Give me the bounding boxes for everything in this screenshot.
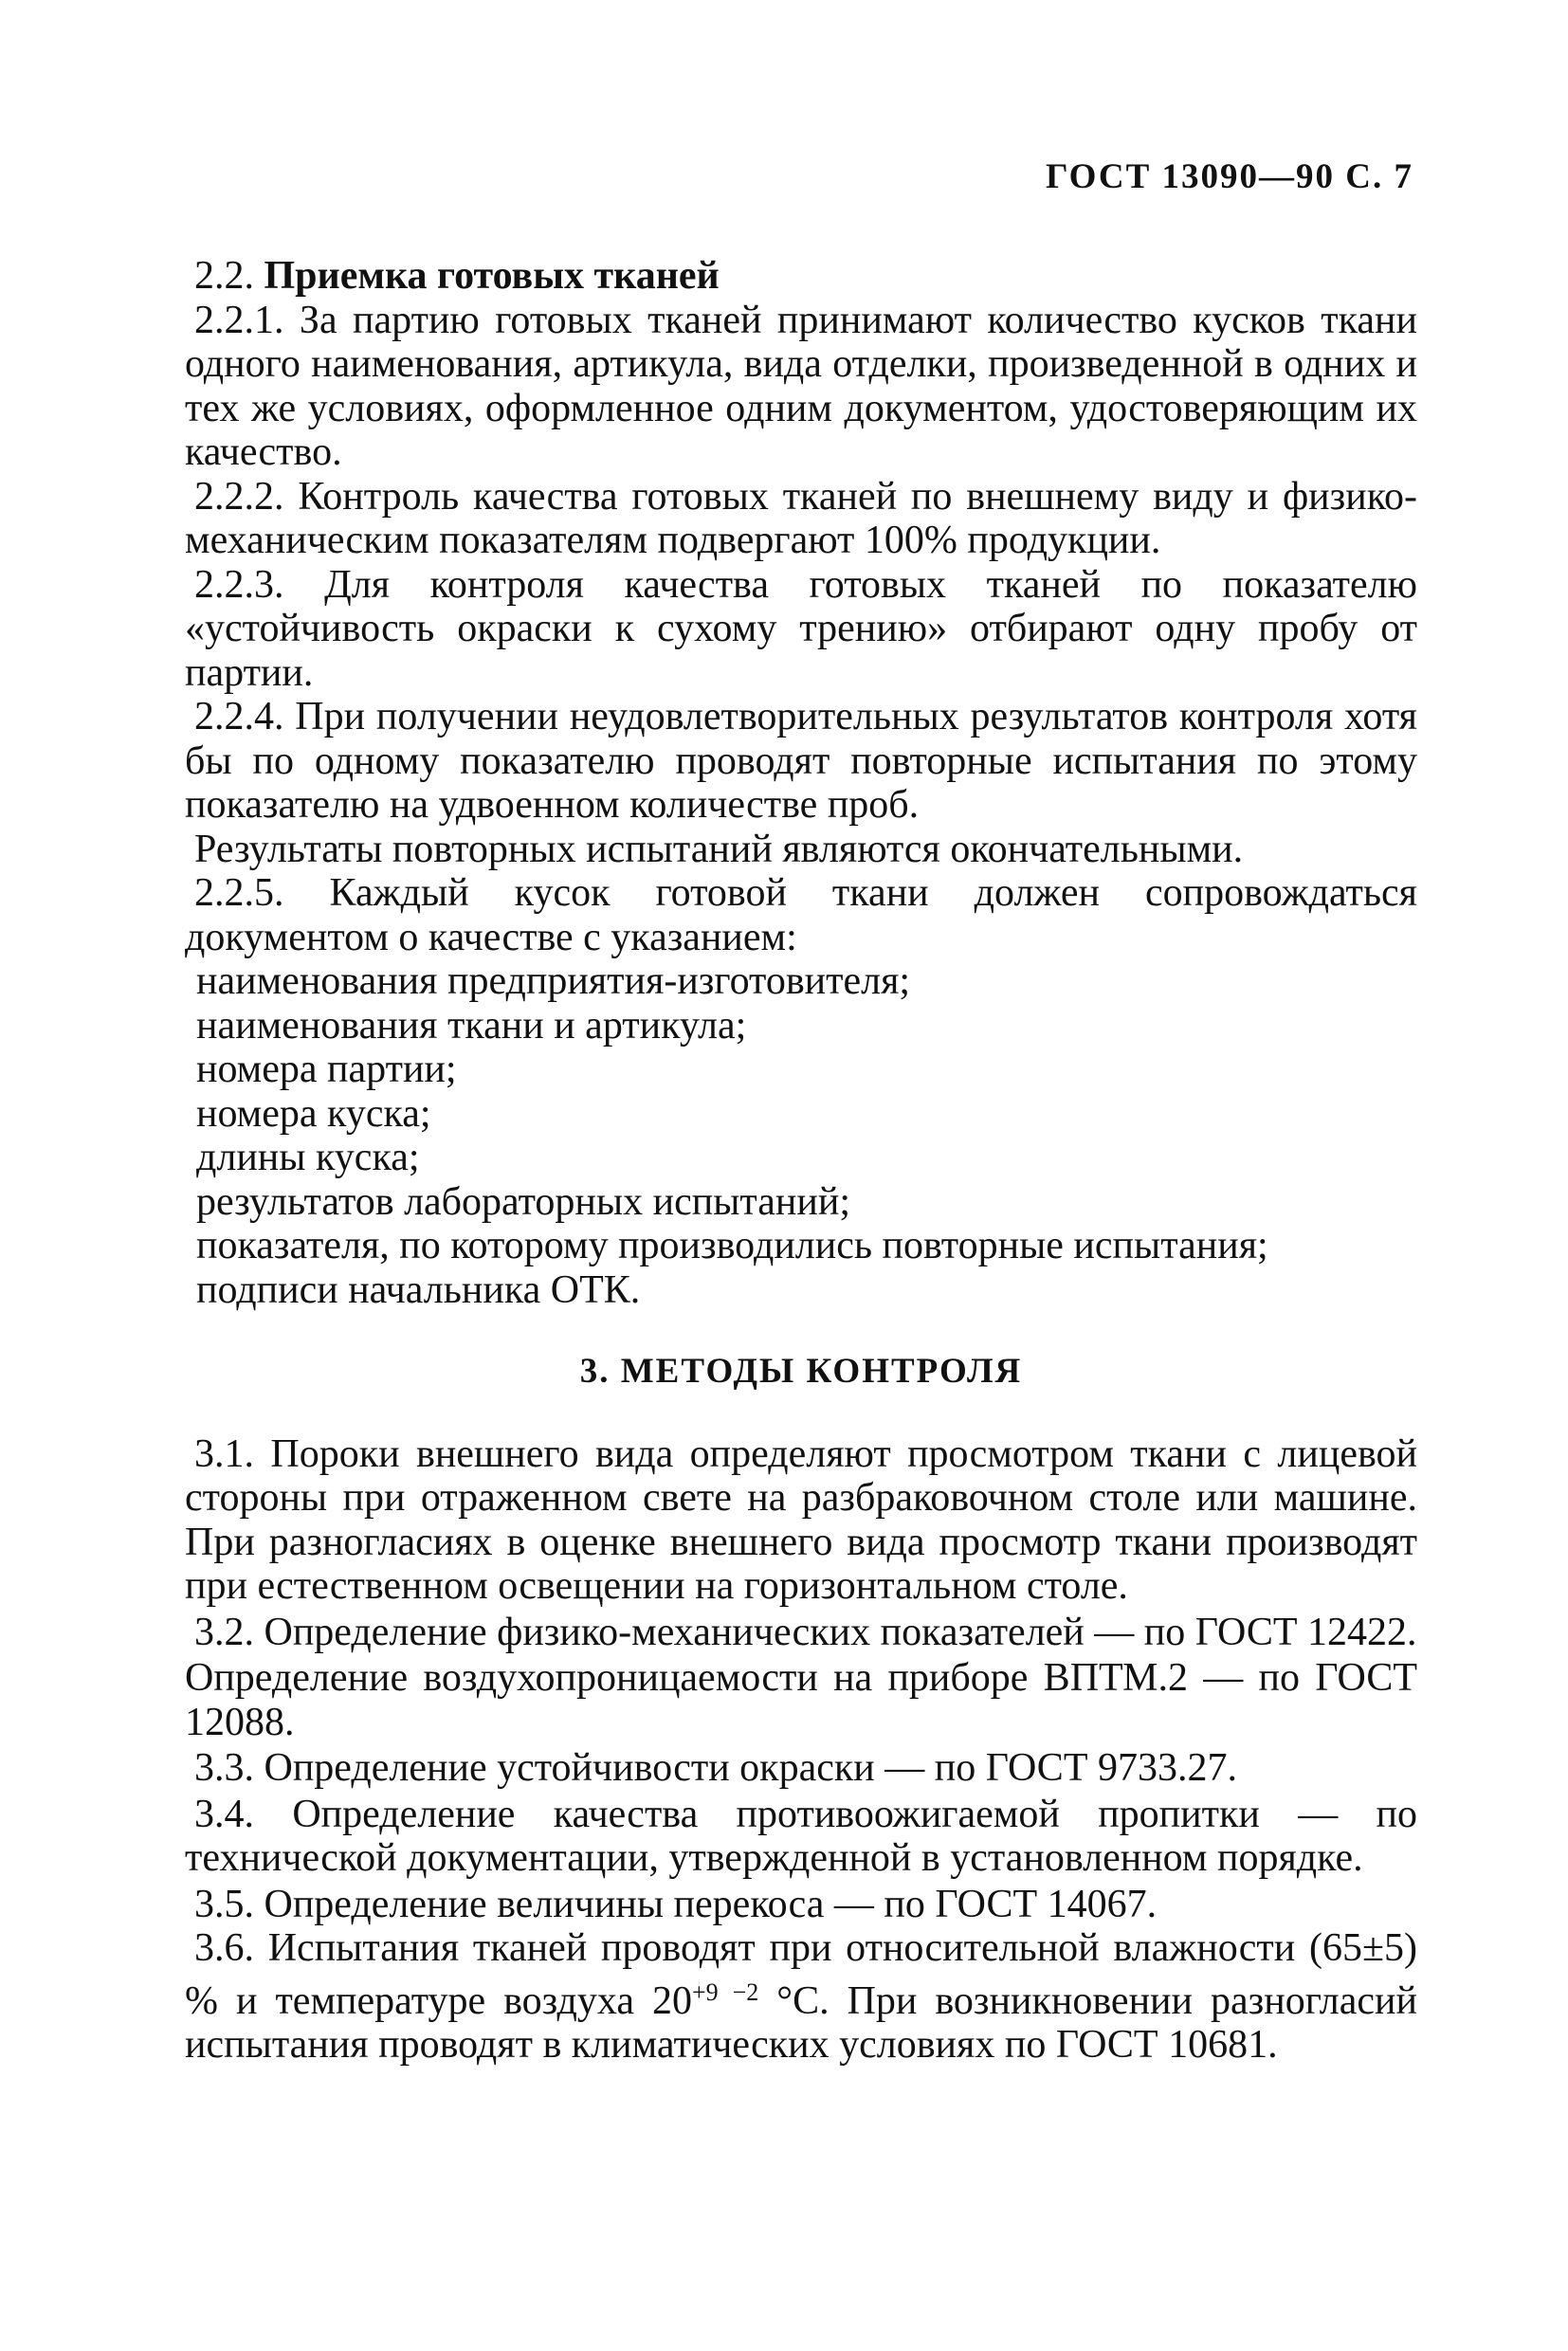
paragraph-3-6 <box>185 1926 1417 2068</box>
paragraph-2-2-4: 2.2.4. При получении неудовлетворительных результатов контроля хотя бы по одному показателю проводят повторные испытания по этому показателю на удвоенном количестве проб. <box>185 695 1417 827</box>
heading-text: Приемка готовых тканей <box>264 254 720 298</box>
section-title: 3. МЕТОДЫ КОНТРОЛЯ <box>579 1352 1023 1391</box>
list-item: результатов лабораторных испытаний; <box>196 1179 851 1224</box>
page-header: ГОСТ 13090—90 С. 7 <box>1046 157 1413 196</box>
document-requirements-list <box>185 959 1417 1312</box>
paragraph-3-3: 3.3. Определение устойчивости окраски — по ГОСТ 9733.27. <box>194 1746 1237 1790</box>
list-item: показателя, по которому производились повторные испытания; <box>196 1224 1268 1267</box>
paragraph-2-2-1: 2.2.1. За партию готовых тканей принимают количество кусков ткани одного наименования, артикула, вида отделки, произведенной в одних и тех же условиях, оформленное одним документом, удостоверяющим их качество. <box>185 298 1417 474</box>
list-item: наименования предприятия-изготовителя; <box>196 959 911 1003</box>
list-item: номера партии; <box>196 1048 457 1091</box>
paragraph-2-2-4-result: Результаты повторных испытаний являются окончательными. <box>194 827 1244 871</box>
list-item: длины куска; <box>196 1136 420 1179</box>
paragraph-2-2-2: 2.2.2. Контроль качества готовых тканей по внешнему виду и физико-механическим показателям подвергают 100% продукции. <box>185 474 1417 562</box>
paragraph-2-2-3: 2.2.3. Для контроля качества готовых тканей по показателю «устойчивость окраски к сухому трению» отбирают одну пробу от партии. <box>185 562 1417 695</box>
paragraph-3-6-start: 3.6. Испытания тканей проводят при относительной влажности (65±5) % и температуре воздуха 20 <box>185 1926 1417 2023</box>
paragraph-3-4: 3.4. Определение качества противоожигаемой пропитки — по технической документации, утвержденной в установленном порядке. <box>185 1792 1417 1880</box>
paragraph-3-2: 3.2. Определение физико-механических показателей — по ГОСТ 12422. <box>194 1610 1417 1654</box>
heading-number: 2.2. <box>194 254 254 298</box>
paragraph-3-5: 3.5. Определение величины перекоса — по ГОСТ 14067. <box>194 1882 1158 1926</box>
paragraph-3-6-end: °С. При возникновении разногласий испытания проводят в климатических условиях по ГОСТ 10681. <box>185 1978 1417 2067</box>
paragraph-2-2-5: 2.2.5. Каждый кусок готовой ткани должен сопровождаться документом о качестве с указанием: <box>185 871 1417 959</box>
document-body <box>185 254 1417 2068</box>
paragraph-3-1: 3.1. Пороки внешнего вида определяют просмотром ткани с лицевой стороны при отраженном свете на разбраковочном столе или машине. При разногласиях в оценке внешнего вида просмотр ткани производят при естественном освещении на горизонтальном столе. <box>185 1431 1417 1608</box>
paragraph-3-2-air: Определение воздухопроницаемости на приборе ВПТМ.2 — по ГОСТ 12088. <box>185 1656 1417 1744</box>
section-heading <box>185 254 1417 299</box>
temperature-tolerance: +9 −2 <box>691 1977 759 2006</box>
list-item: наименования ткани и артикула; <box>196 1003 747 1048</box>
list-item: подписи начальника ОТК. <box>196 1267 641 1312</box>
list-item: номера куска; <box>196 1091 431 1136</box>
